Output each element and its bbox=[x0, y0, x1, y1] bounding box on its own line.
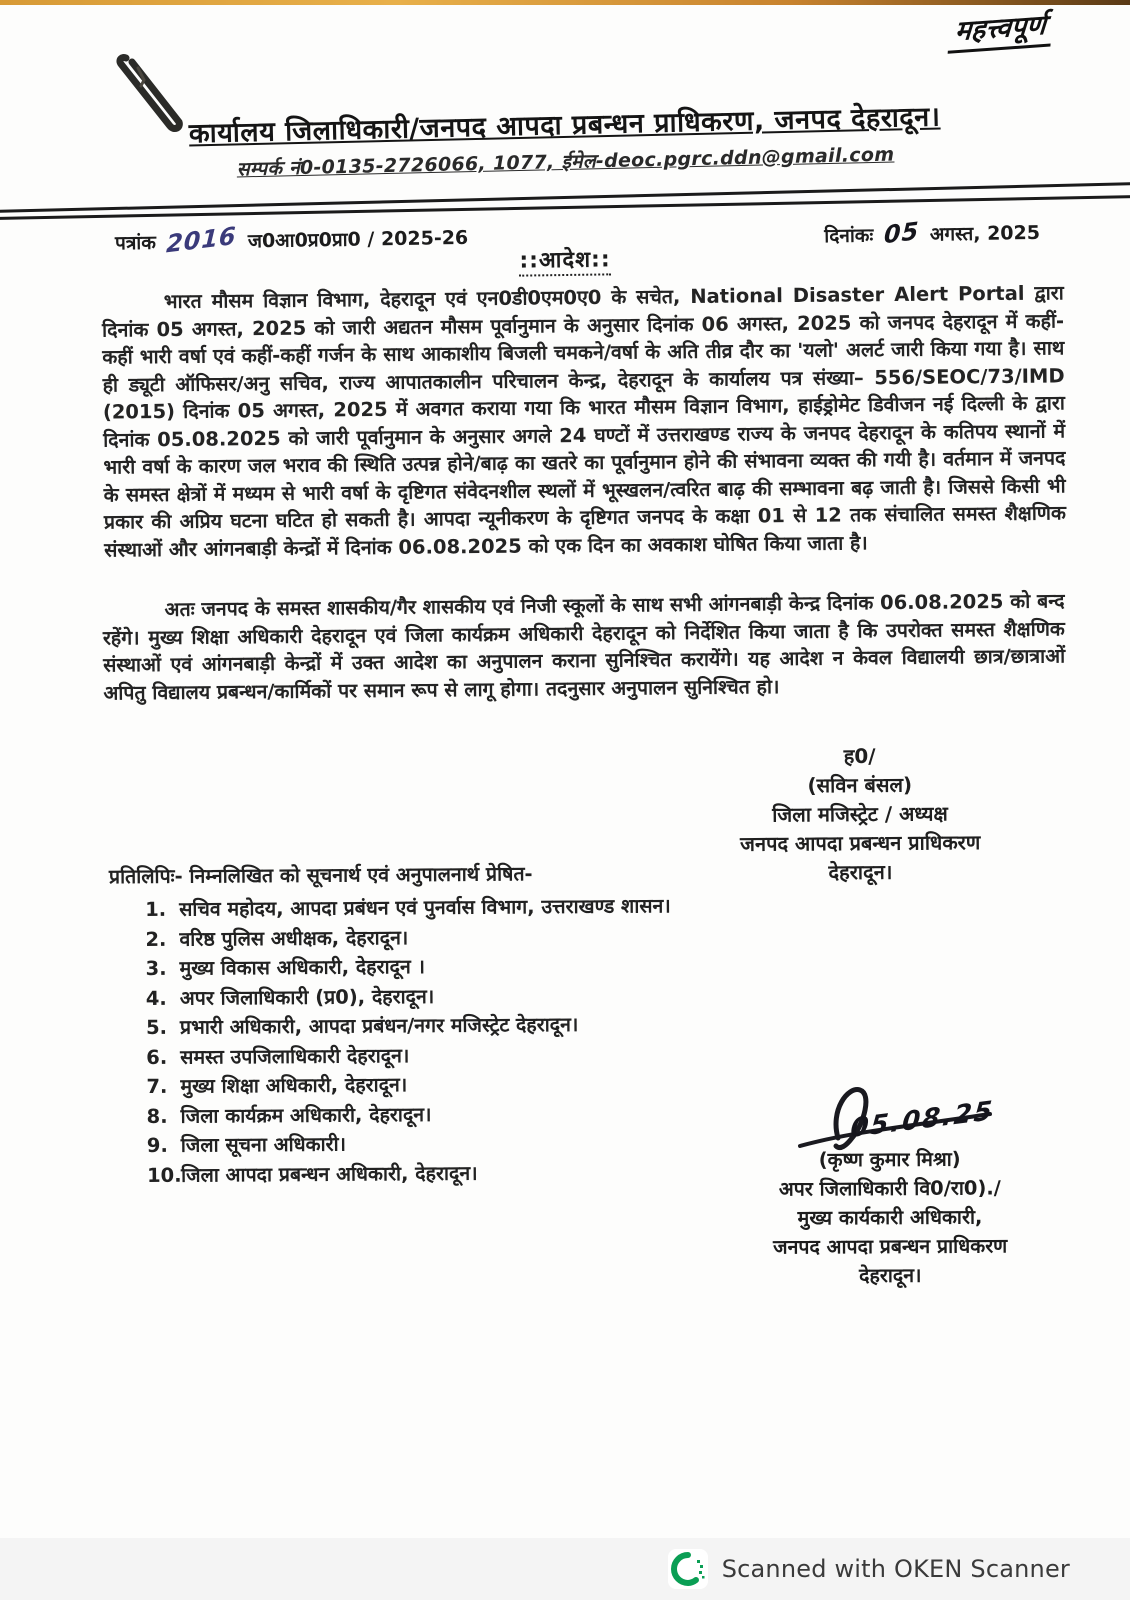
list-item: 1. सचिव महोदय, आपदा प्रबंधन एवं पुनर्वास विभाग, उत्तराखण्ड शासन। bbox=[145, 894, 671, 921]
order-paragraph-2: अतः जनपद के समस्त शासकीय/गैर शासकीय एवं निजी स्कूलों के साथ सभी आंगनबाड़ी केन्द्र दिनांक 06.08.2025 को बन्द रहेंगे। मुख्य शिक्षा अधिकारी देहरादून एवं जिला कार्यक्रम अधिकारी देहरादून को निर्देशित किया जाता है कि उपरोक्त समस्त शैक्षणिक संस्थाओं एवं आंगनबाड़ी केन्द्रों में उक्त आदेश का अनुपालन कराना सुनिश्चित करायेंगे। यह आदेश न केवल विद्यालयी छात्र/छात्राओं अपितु विद्यालय प्रबन्धन/कार्मिकों पर समान रूप से लागू होगा। तदनुसार अनुपालन सुनिश्चित हो। bbox=[102, 589, 1066, 705]
paragraph-indent bbox=[102, 308, 164, 309]
sig-designation-2: मुख्य कार्यकारी अधिकारी, bbox=[797, 1205, 983, 1230]
handwritten-signature-date: 05.08.25 bbox=[849, 1095, 996, 1145]
sig-place: देहरादून। bbox=[859, 1263, 922, 1288]
list-item: 3. मुख्य विकास अधिकारी, देहरादून । bbox=[145, 955, 426, 980]
list-item: 7. मुख्य शिक्षा अधिकारी, देहरादून। bbox=[146, 1073, 408, 1098]
order-heading: ::आदेश:: bbox=[0, 236, 1130, 282]
sig-place: देहरादून। bbox=[828, 859, 893, 885]
distribution-list bbox=[109, 891, 751, 1190]
paragraph-indent bbox=[103, 616, 165, 617]
sig-name: (सविन बंसल) bbox=[807, 772, 913, 798]
date-handwritten: 05 bbox=[883, 216, 920, 250]
list-item: 10. जिला आपदा प्रबन्धन अधिकारी, देहरादून। bbox=[146, 1161, 478, 1187]
scanner-footer bbox=[0, 1538, 1130, 1600]
sig-authority: जनपद आपदा प्रबन्धन प्राधिकरण bbox=[740, 830, 981, 856]
sig-sd-mark: ह0/ bbox=[843, 743, 876, 769]
list-item: 5. प्रभारी अधिकारी, आपदा प्रबंधन/नगर मजिस्ट्रेट देहरादून। bbox=[145, 1012, 579, 1039]
list-item: 9. जिला सूचना अधिकारी। bbox=[146, 1132, 347, 1157]
office-contact-line: सम्पर्क नं0-0135-2726066, 1077, ईमेल-deoc.pgrc.ddn@gmail.com bbox=[236, 143, 895, 181]
date-label: दिनांकः bbox=[824, 224, 874, 248]
signatory-block-additional-dm bbox=[720, 1144, 1061, 1291]
sig-designation-1: अपर जिलाधिकारी वि0/रा0)./ bbox=[778, 1176, 1001, 1201]
letter-number-label: पत्रांक bbox=[114, 231, 157, 255]
oken-scanner-icon bbox=[671, 1552, 705, 1586]
list-item: 6. समस्त उपजिलाधिकारी देहरादून। bbox=[146, 1043, 410, 1069]
scanner-attribution-text: Scanned with OKEN Scanner bbox=[721, 1555, 1070, 1583]
sig-authority: जनपद आपदा प्रबन्धन प्राधिकरण bbox=[772, 1234, 1008, 1259]
oken-logo-badge bbox=[668, 1549, 708, 1589]
distribution-copy-section bbox=[109, 858, 751, 1190]
important-note-handwritten: महत्त्वपूर्ण bbox=[948, 4, 1053, 53]
order-paragraph-1: भारत मौसम विज्ञान विभाग, देहरादून एवं एन0डी0एम0ए0 के सचेत, National Disaster Alert Portal द्वारा दिनांक 05 अगस्त, 2025 को जारी अद्यतन मौसम पूर्वानुमान के अनुसार दिनांक 06 अगस्त, 2025 को जनपद देहरादून में कहीं-कहीं भारी वर्षा एवं कहीं-कहीं गर्जन के साथ आकाशीय बिजली चमकने/वर्षा के अति तीव्र दौर का 'यलो' अलर्ट जारी किया गया है। साथ ही ड्यूटी ऑफिसर/अनु सचिव, राज्य आपातकालीन परिचालन केन्द्र, देहरादून के कार्यालय पत्र संख्या– 556/SEOC/73/IMD (2015) दिनांक 05 अगस्त, 2025 में अवगत कराया गया कि भारत मौसम विज्ञान विभाग, हाईड्रोमेट डिवीजन नई दिल्ली के द्वारा दिनांक 05.08.2025 को जारी पूर्वानुमान के अनुसार अगले 24 घण्टों में उत्तराखण्ड राज्य के जनपद देहरादून के कतिपय स्थानों में भारी वर्षा के कारण जल भराव की स्थिति उत्पन्न होने/बाढ़ का खतरे का पूर्वानुमान होने की संभावना व्यक्त की गयी है। वर्तमान में जनपद के समस्त क्षेत्रों में मध्यम से भारी वर्षा के दृष्टिगत संवेदनशील स्थलों में भूस्खलन/त्वरित बाढ़ की सम्भावना बढ़ जाती है। जिससे किसी भी प्रकार की अप्रिय घटना घटित हो सकती है। आपदा न्यूनीकरण के दृष्टिगत जनपद के कक्षा 01 से 12 तक संचालित समस्त शैक्षणिक संस्थाओं और आंगनबाड़ी केन्द्रों में दिनांक 06.08.2025 को एक दिन का अवकाश घोषित किया जाता है। bbox=[101, 281, 1067, 562]
letter-number-handwritten: 2016 bbox=[165, 221, 238, 259]
sig-designation: जिला मजिस्ट्रेट / अध्यक्ष bbox=[772, 801, 948, 827]
distribution-heading: प्रतिलिपिः- निम्नलिखित को सूचनार्थ एवं अनुपालनार्थ प्रेषित- bbox=[108, 862, 533, 889]
scan-edge-strip bbox=[0, 0, 1130, 5]
office-title: कार्यालय जिलाधिकारी/जनपद आपदा प्रबन्धन प्राधिकरण, जनपद देहरादून। bbox=[188, 101, 941, 150]
list-item: 2. वरिष्ठ पुलिस अधीक्षक, देहरादून। bbox=[145, 925, 409, 951]
list-item: 8. जिला कार्यक्रम अधिकारी, देहरादून। bbox=[146, 1102, 432, 1128]
letter-number-rest: ज0आ0प्र0प्रा0 / 2025-26 bbox=[247, 226, 469, 253]
date-rest: अगस्त, 2025 bbox=[929, 221, 1041, 246]
list-item: 4. अपर जिलाधिकारी (प्र0), देहरादून। bbox=[145, 984, 435, 1010]
sig-name: (कृष्ण कुमार मिश्रा) bbox=[818, 1147, 961, 1172]
